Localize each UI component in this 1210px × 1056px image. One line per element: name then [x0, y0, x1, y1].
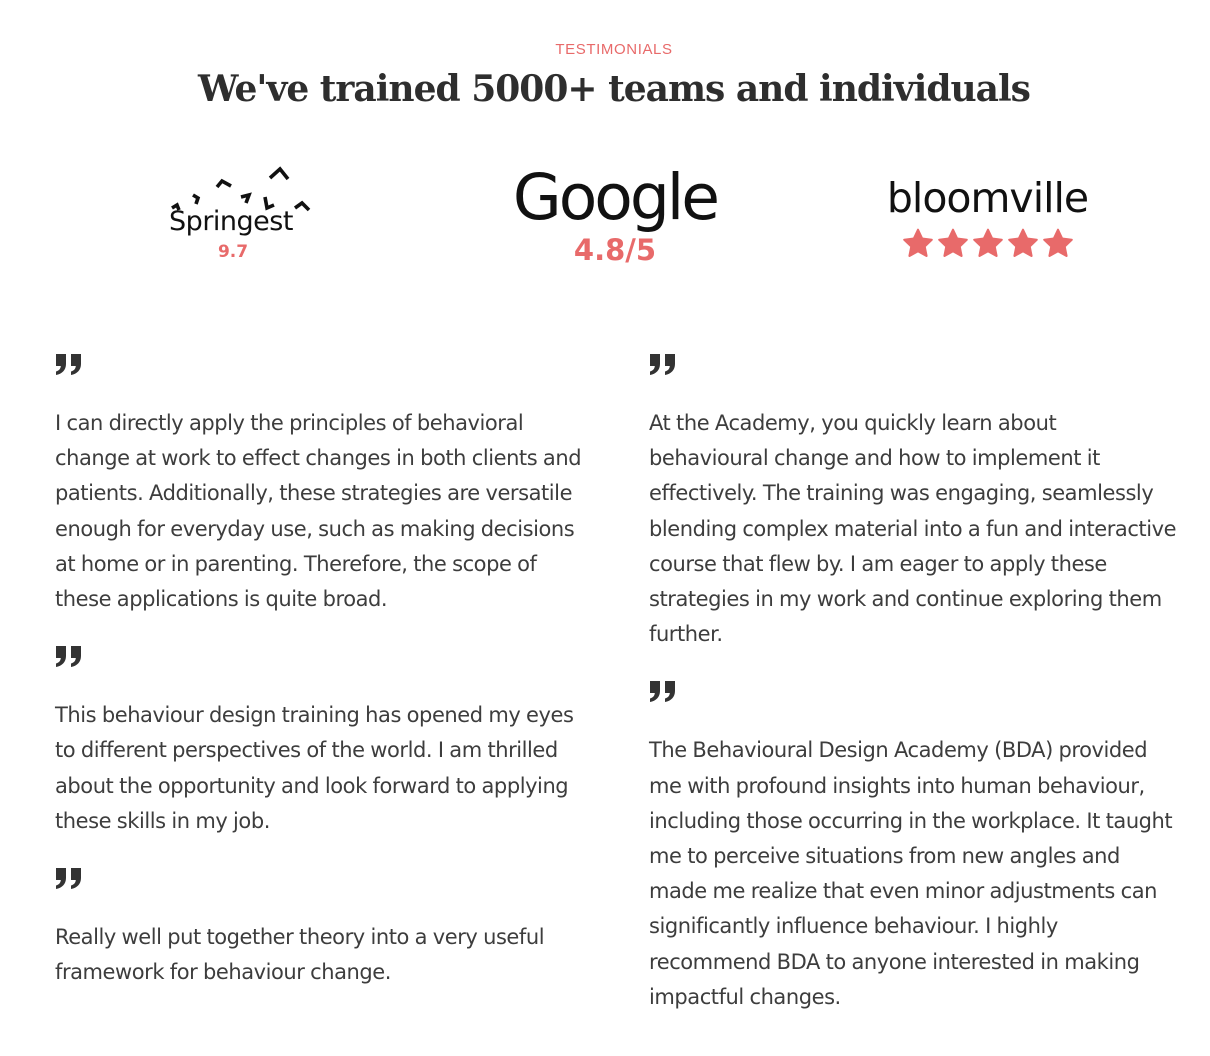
star-icon: [1007, 228, 1039, 259]
star-icon: [972, 228, 1004, 259]
quote-icon: [649, 679, 677, 703]
springest-rating: [153, 164, 323, 262]
star-icon: [902, 228, 934, 259]
google-score: 4.8/5: [573, 233, 657, 267]
quote-icon: [55, 866, 83, 890]
quote-icon: [649, 352, 677, 376]
testimonial-card: [55, 644, 595, 839]
testimonial-text: Really well put together theory into a very useful framework for behaviour change.: [55, 925, 545, 985]
star-icon: [937, 228, 969, 259]
testimonial-card: [649, 679, 1179, 1015]
testimonial-text: This behaviour design training has opened my eyes to different perspectives of the world. I am thrilled about the opportunity and look forward to applying these skills in my job.: [55, 703, 574, 833]
google-rating: [505, 161, 725, 265]
quote-icon: [55, 352, 83, 376]
springest-score: 9.7: [217, 242, 249, 262]
testimonial-text: At the Academy, you quickly learn about behavioural change and how to implement it effectively. The training was engaging, seamlessly blending complex material into a fun and interactive course that flew by. I am eager to apply these strategies in my work and continue exploring them further.: [649, 411, 1177, 647]
bloomville-rating: [880, 170, 1095, 259]
google-logo-text: Google: [512, 161, 718, 234]
star-rating: [880, 228, 1095, 259]
star-icon: [1042, 228, 1074, 259]
testimonial-text: The Behavioural Design Academy (BDA) provided me with profound insights into human behaviour, including those occurring in the workplace. It taught me to perceive situations from new angles and made me realize that even minor adjustments can significantly influence behaviour. I highly recommend BDA to anyone interested in making impactful changes.: [649, 738, 1173, 1009]
section-eyebrow: TESTIMONIALS: [555, 41, 673, 58]
bloomville-logo-text: bloomville: [886, 174, 1089, 222]
testimonial-text: I can directly apply the principles of behavioral change at work to effect changes in both clients and patients. Additionally, these strategies are versatile enough for everyday use, such as making decisions at home or in parenting. Therefore, the scope of these applications is quite broad.: [55, 411, 582, 612]
testimonial-card: [55, 352, 595, 617]
testimonial-card: [55, 866, 595, 990]
springest-logo-text: Springest: [169, 206, 293, 237]
testimonials-left-column: [55, 352, 595, 990]
section-title: We've trained 5000+ teams and individuals: [198, 68, 1030, 110]
testimonials-right-column: [649, 352, 1179, 1015]
testimonial-card: [649, 352, 1179, 652]
quote-icon: [55, 644, 83, 668]
